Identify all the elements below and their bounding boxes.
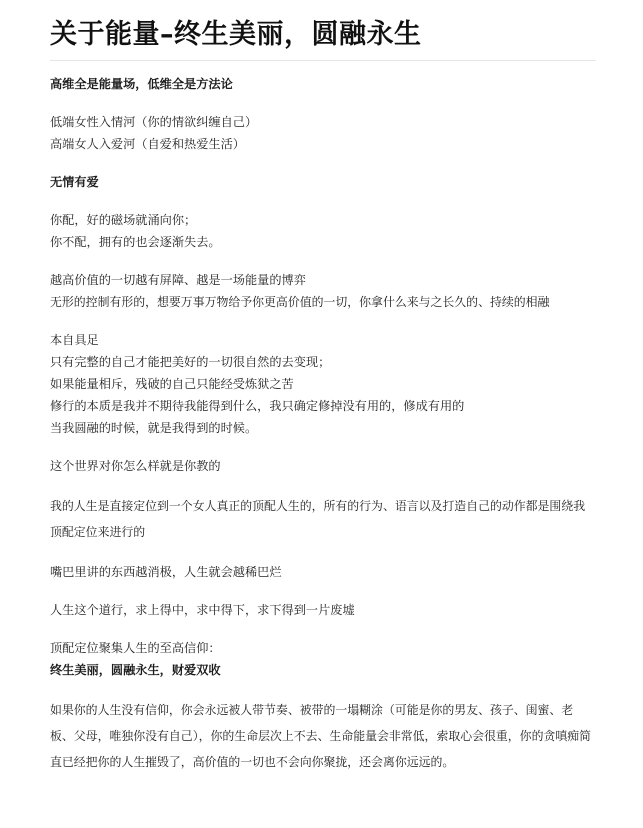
paragraph: 本自具足 bbox=[50, 333, 99, 347]
paragraph: 人生这个道行，求上得中，求中得下，求下得到一片废墟 bbox=[50, 603, 355, 617]
paragraph: 你不配，拥有的也会逐渐失去。 bbox=[50, 235, 221, 249]
paragraph: 嘴巴里讲的东西越消极，人生就会越稀巴烂 bbox=[50, 565, 282, 579]
paragraph: 越高价值的一切越有屏障、越是一场能量的博弈 bbox=[50, 273, 306, 287]
paragraph: 如果能量相斥，残破的自己只能经受炼狱之苦 bbox=[50, 377, 294, 391]
paragraph-bold: 高维全是能量场，低维全是方法论 bbox=[50, 77, 233, 91]
paragraph: 低端女性入情河（你的情欲纠缠自己） bbox=[50, 115, 258, 129]
paragraph: 这个世界对你怎么样就是你教的 bbox=[50, 459, 221, 473]
paragraph: 修行的本质是我并不期待我能得到什么，我只确定修掉没有用的，修成有用的 bbox=[50, 399, 465, 413]
paragraph-bold: 无情有爱 bbox=[50, 175, 99, 189]
article bbox=[50, 0, 596, 775]
paragraph: 无形的控制有形的，想要万事万物给予你更高价值的一切，你拿什么来与之长久的、持续的相融 bbox=[50, 295, 550, 309]
paragraph: 我的人生是直接定位到一个女人真正的顶配人生的，所有的行为、语言以及打造自己的动作都是围绕我顶配定位来进行的 bbox=[50, 499, 586, 539]
paragraph: 如果你的人生没有信仰，你会永远被人带节奏、被带的一塌糊涂（可能是你的男友、孩子、闺蜜、老板、父母，唯独你没有自己），你的生命层次上不去、生命能量会非常低，索取心会很重，你的贪嗔痴简直已经把你的人生摧毁了，高价值的一切也不会向你聚拢，还会离你远远的。 bbox=[50, 703, 592, 769]
paragraph: 顶配定位聚集人生的至高信仰： bbox=[50, 641, 221, 655]
paragraph: 高端女人入爱河（自爱和热爱生活） bbox=[50, 137, 245, 151]
paragraph: 当我圆融的时候，就是我得到的时候。 bbox=[50, 421, 258, 435]
paragraph: 只有完整的自己才能把美好的一切很自然的去变现； bbox=[50, 355, 331, 369]
page-title: 关于能量–终生美丽，圆融永生 bbox=[50, 19, 422, 50]
paragraph: 你配，好的磁场就涌向你； bbox=[50, 213, 197, 227]
paragraph-bold: 终生美丽，圆融永生，财爱双收 bbox=[50, 663, 221, 677]
